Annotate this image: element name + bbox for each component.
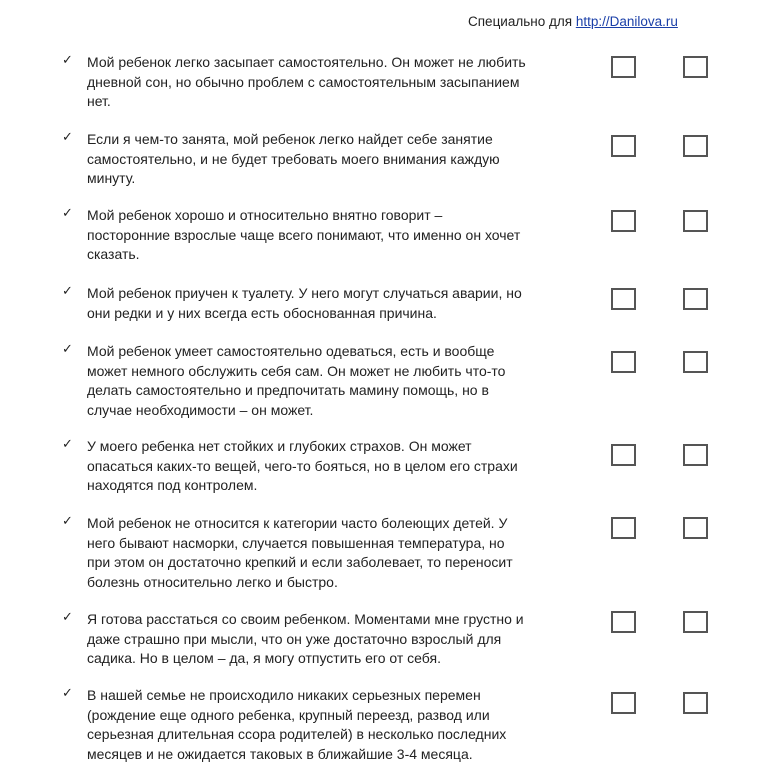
page-header: [468, 14, 678, 29]
item-text: [87, 342, 547, 420]
checkbox-yes[interactable]: [611, 288, 636, 310]
checkmark-icon: ✓: [62, 53, 73, 68]
item-text-line: может немного обслужить себя сам. Он может не любить что-то: [87, 362, 547, 382]
item-text-line: Мой ребенок легко засыпает самостоятельно. Он может не любить: [87, 53, 547, 73]
item-text: [87, 130, 547, 189]
checkbox-yes[interactable]: [611, 56, 636, 78]
item-text-line: сказать.: [87, 245, 547, 265]
item-text-line: Мой ребенок умеет самостоятельно одеваться, есть и вообще: [87, 342, 547, 362]
item-text-line: минуту.: [87, 169, 547, 189]
item-text-line: дневной сон, но обычно проблем с самостоятельным засыпанием: [87, 73, 547, 93]
checkbox-yes[interactable]: [611, 210, 636, 232]
header-prefix: Специально для: [468, 14, 572, 29]
checkbox-yes[interactable]: [611, 611, 636, 633]
checkbox-yes[interactable]: [611, 135, 636, 157]
item-text-line: болезнь относительно легко и быстро.: [87, 573, 547, 593]
item-text-line: случае необходимости – он может.: [87, 401, 547, 421]
checkbox-no[interactable]: [683, 444, 708, 466]
item-text-line: Мой ребенок приучен к туалету. У него могут случаться аварии, но: [87, 284, 547, 304]
item-text-line: они редки и у них всегда есть обоснованная причина.: [87, 304, 547, 324]
item-text-line: даже страшно при мысли, что он уже достаточно взрослый для: [87, 630, 547, 650]
item-text-line: делать самостоятельно и предпочитать мамину помощь, но в: [87, 381, 547, 401]
item-text-line: опасаться каких-то вещей, чего-то бояться, но в целом его страхи: [87, 457, 547, 477]
checkmark-icon: ✓: [62, 437, 73, 452]
item-text-line: Я готова расстаться со своим ребенком. Моментами мне грустно и: [87, 610, 547, 630]
checkmark-icon: ✓: [62, 284, 73, 299]
item-text-line: Мой ребенок не относится к категории часто болеющих детей. У: [87, 514, 547, 534]
item-text-line: Если я чем-то занята, мой ребенок легко найдет себе занятие: [87, 130, 547, 150]
checkmark-icon: ✓: [62, 686, 73, 701]
item-text-line: месяцев и не ожидается таковых в ближайшие 3-4 месяца.: [87, 745, 547, 764]
checkbox-yes[interactable]: [611, 444, 636, 466]
checkmark-icon: ✓: [62, 342, 73, 357]
checkbox-yes[interactable]: [611, 351, 636, 373]
checkbox-no[interactable]: [683, 135, 708, 157]
item-text-line: находятся под контролем.: [87, 476, 547, 496]
checkbox-yes[interactable]: [611, 692, 636, 714]
item-text-line: садика. Но в целом – да, я могу отпустить его от себя.: [87, 649, 547, 669]
checkbox-no[interactable]: [683, 692, 708, 714]
item-text-line: посторонние взрослые чаще всего понимают, что именно он хочет: [87, 226, 547, 246]
checkbox-no[interactable]: [683, 517, 708, 539]
checkmark-icon: ✓: [62, 206, 73, 221]
checkmark-icon: ✓: [62, 514, 73, 529]
checkbox-no[interactable]: [683, 611, 708, 633]
item-text-line: У моего ребенка нет стойких и глубоких страхов. Он может: [87, 437, 547, 457]
checkbox-no[interactable]: [683, 210, 708, 232]
item-text: [87, 437, 547, 496]
item-text-line: нет.: [87, 92, 547, 112]
item-text: [87, 610, 547, 669]
checkbox-no[interactable]: [683, 351, 708, 373]
item-text: [87, 53, 547, 112]
item-text: [87, 284, 547, 323]
item-text-line: при этом он достаточно крепкий и если заболевает, то переносит: [87, 553, 547, 573]
item-text: [87, 514, 547, 592]
item-text-line: (рождение еще одного ребенка, крупный переезд, развод или: [87, 706, 547, 726]
checkbox-no[interactable]: [683, 288, 708, 310]
item-text-line: него бывают насморки, случается повышенная температура, но: [87, 534, 547, 554]
checkbox-no[interactable]: [683, 56, 708, 78]
item-text: [87, 686, 547, 764]
checkmark-icon: ✓: [62, 130, 73, 145]
checkbox-yes[interactable]: [611, 517, 636, 539]
site-link[interactable]: http://Danilova.ru: [576, 14, 678, 29]
item-text-line: самостоятельно, и не будет требовать моего внимания каждую: [87, 150, 547, 170]
item-text-line: В нашей семье не происходило никаких серьезных перемен: [87, 686, 547, 706]
checkmark-icon: ✓: [62, 610, 73, 625]
item-text-line: серьезная длительная ссора родителей) в несколько последних: [87, 725, 547, 745]
item-text-line: Мой ребенок хорошо и относительно внятно говорит –: [87, 206, 547, 226]
item-text: [87, 206, 547, 265]
